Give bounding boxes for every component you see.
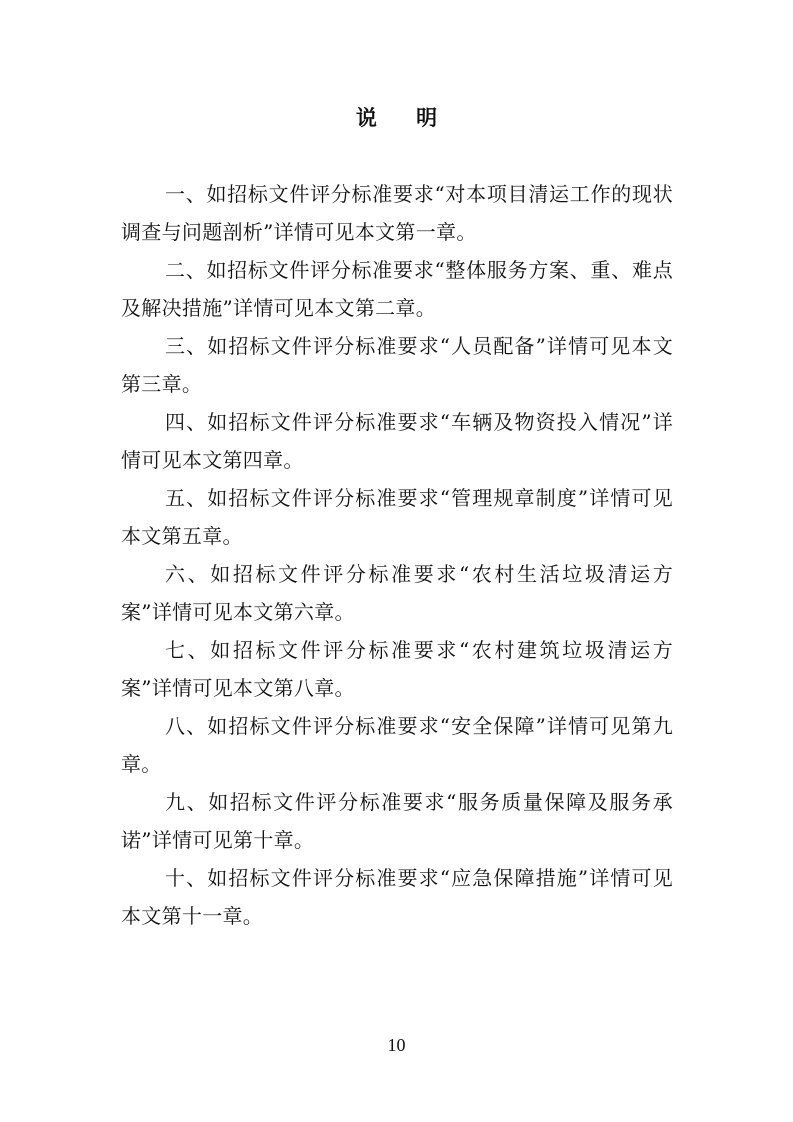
explanation-item-10: 十、如招标文件评分标准要求“应急保障措施”详情可见本文第十一章。 [121,866,673,928]
explanation-item-8: 八、如招标文件评分标准要求“安全保障”详情可见第九章。 [121,714,673,776]
explanation-item-1: 一、如招标文件评分标准要求“对本项目清运工作的现状调查与问题剖析”详情可见本文第一章。 [121,182,673,244]
page-title: 说 明 [355,105,454,130]
explanation-item-7: 七、如招标文件评分标准要求“农村建筑垃圾清运方案”详情可见本文第八章。 [121,638,673,700]
explanation-item-2: 二、如招标文件评分标准要求“整体服务方案、重、难点及解决措施”详情可见本文第二章。 [121,258,673,320]
explanation-list [121,175,673,935]
page-number: 10 [387,1035,406,1055]
explanation-item-9: 九、如招标文件评分标准要求“服务质量保障及服务承诺”详情可见第十章。 [121,790,673,852]
explanation-item-4: 四、如招标文件评分标准要求“车辆及物资投入情况”详情可见本文第四章。 [121,410,673,472]
explanation-item-6: 六、如招标文件评分标准要求“农村生活垃圾清运方案”详情可见本文第六章。 [121,562,673,624]
explanation-item-3: 三、如招标文件评分标准要求“人员配备”详情可见本文第三章。 [121,334,673,396]
explanation-item-5: 五、如招标文件评分标准要求“管理规章制度”详情可见本文第五章。 [121,486,673,548]
